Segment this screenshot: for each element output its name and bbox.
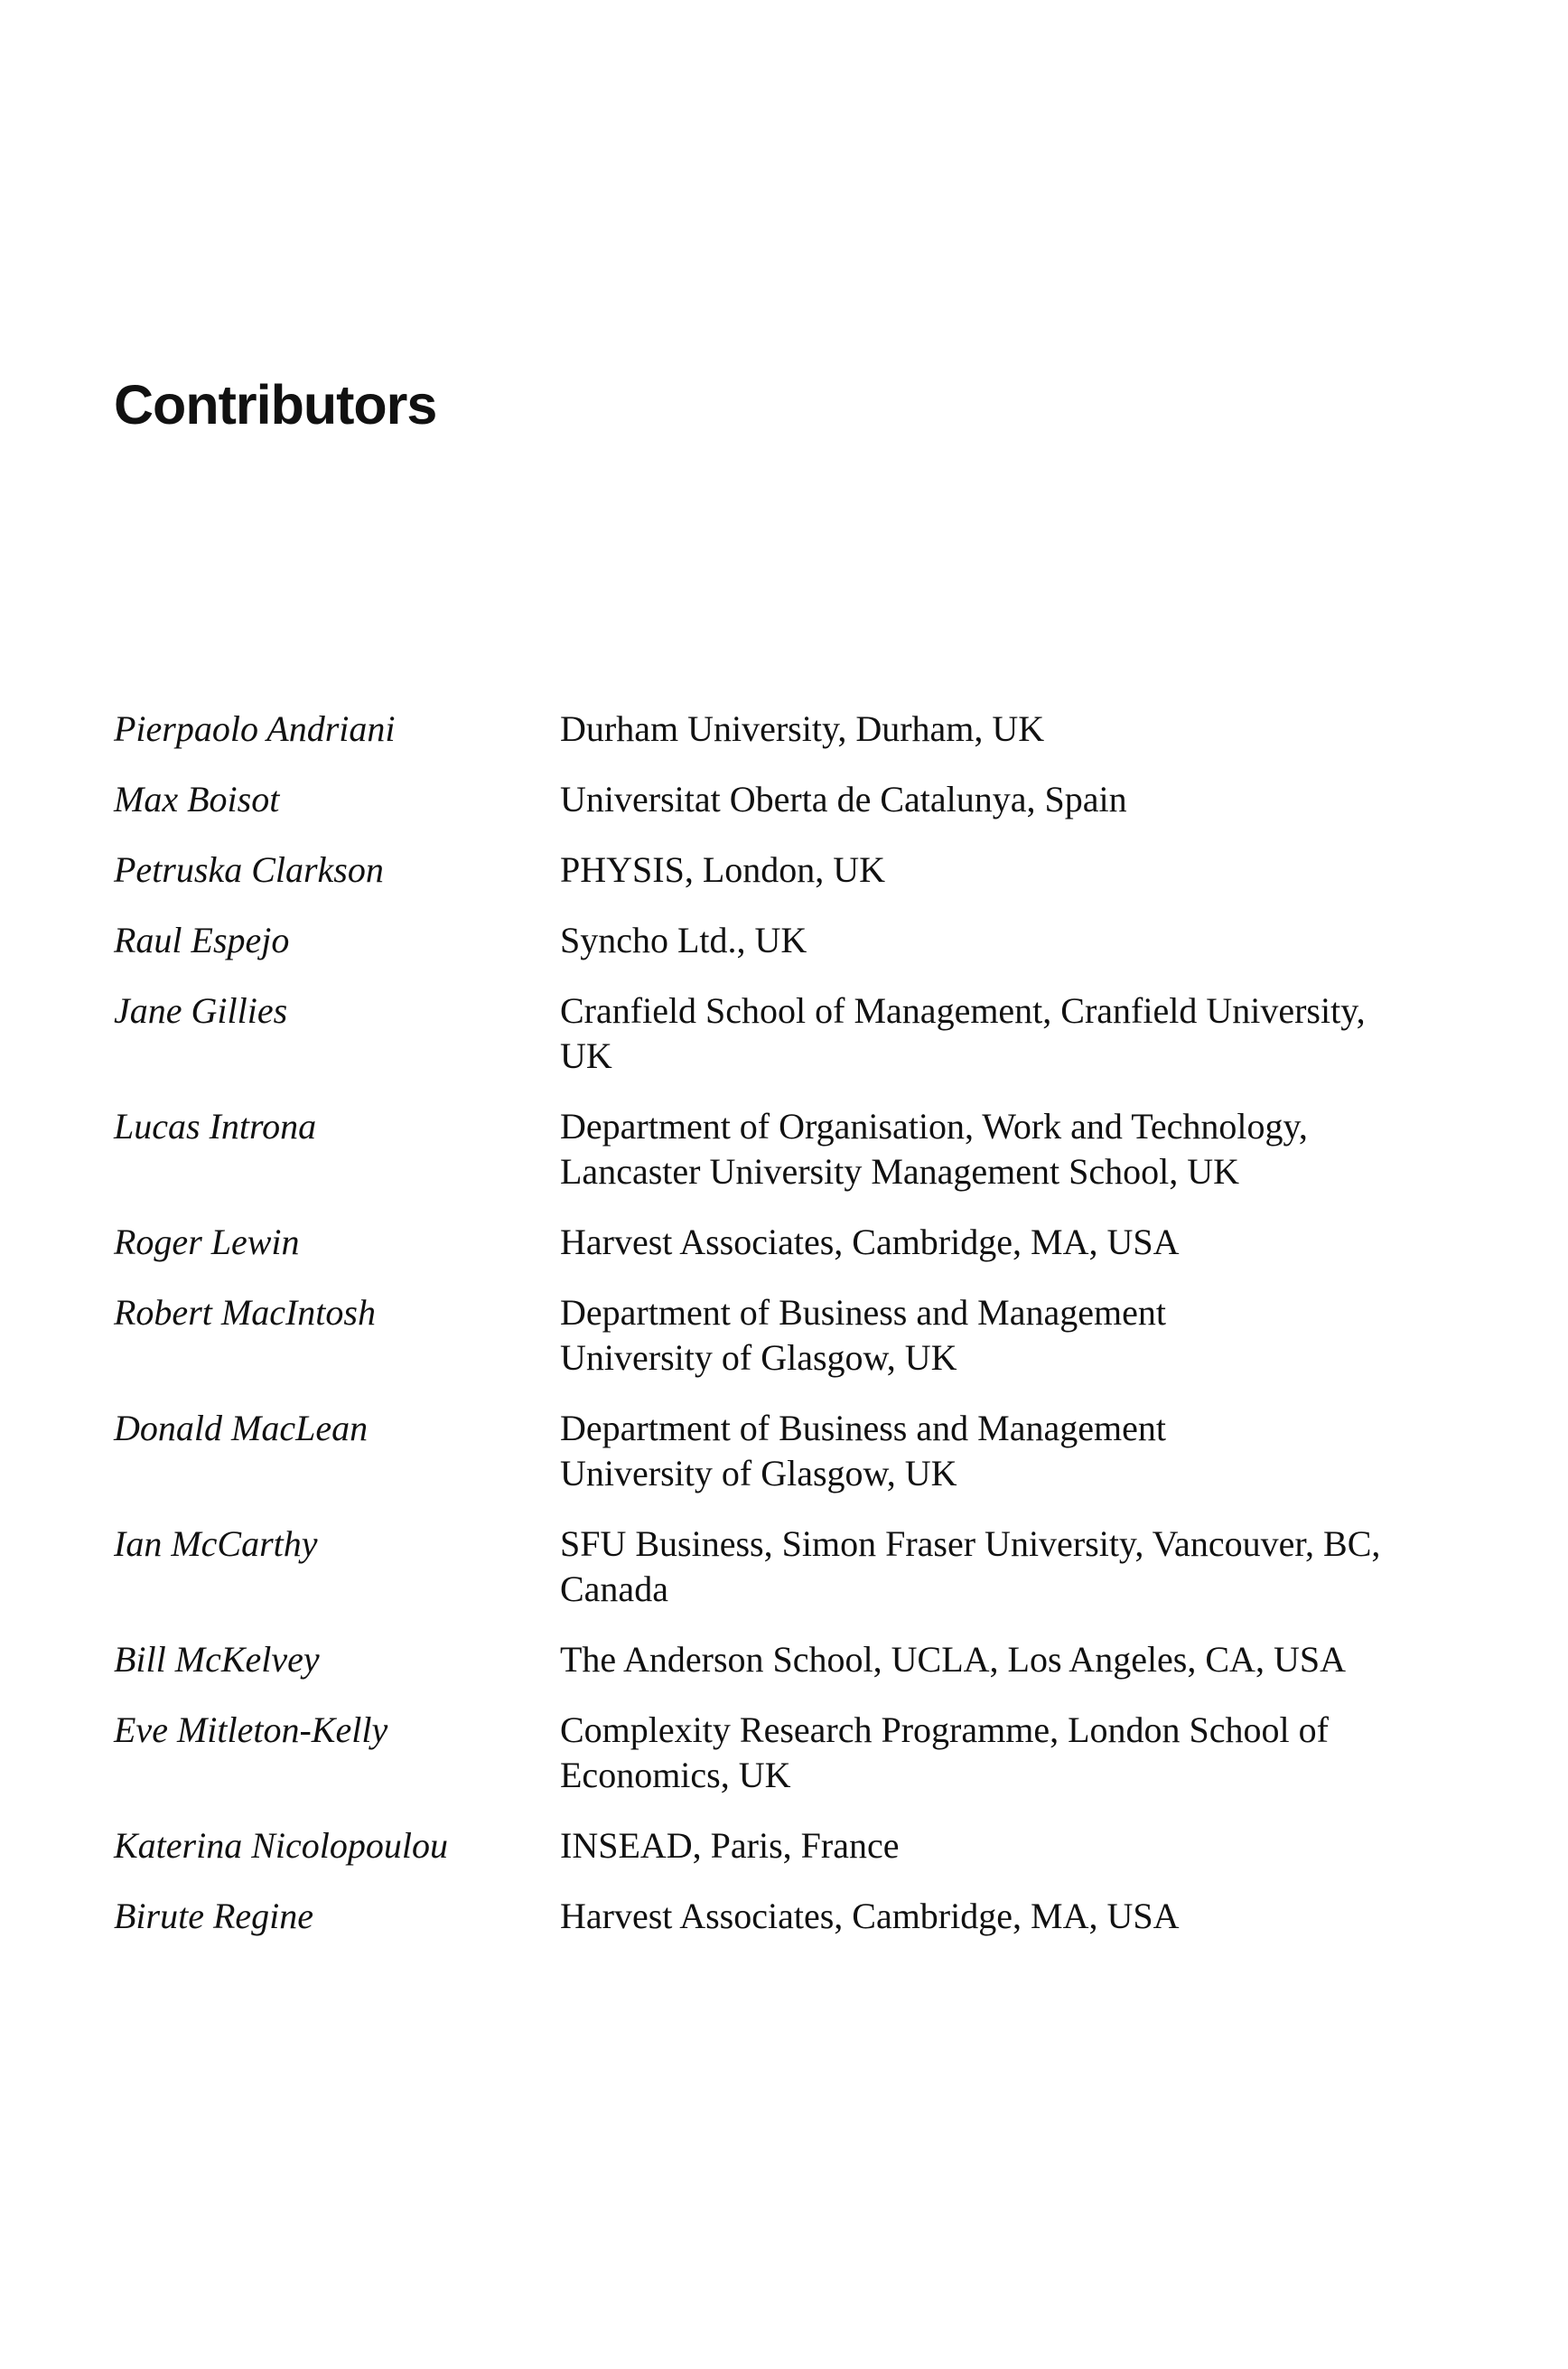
contributor-row [114,988,1451,1079]
affiliation-line: Lancaster University Management School, UK [560,1151,1240,1192]
contributor-row [114,1522,1451,1612]
contributors-list [114,707,1451,1964]
affiliation-line: Canada [560,1568,668,1609]
contributor-row [114,1637,1451,1682]
contributor-row [114,1220,1451,1265]
affiliation-line: Harvest Associates, Cambridge, MA, USA [560,1222,1180,1262]
contributor-affiliation [560,1637,1451,1682]
contributor-affiliation [560,988,1451,1079]
contributor-affiliation [560,1406,1451,1496]
contributor-row [114,1708,1451,1798]
contributor-affiliation [560,1708,1451,1798]
contributor-affiliation [560,1894,1451,1939]
affiliation-line: The Anderson School, UCLA, Los Angeles, CA, USA [560,1639,1346,1680]
page-title: Contributors [114,374,437,435]
affiliation-line: Complexity Research Programme, London School of [560,1709,1329,1750]
contributor-affiliation [560,1522,1451,1612]
affiliation-line: Harvest Associates, Cambridge, MA, USA [560,1896,1180,1936]
contributor-name: Raul Espejo [114,920,290,960]
affiliation-line: Syncho Ltd., UK [560,920,807,960]
affiliation-line: PHYSIS, London, UK [560,849,886,890]
affiliation-line: Department of Organisation, Work and Technology, [560,1106,1308,1147]
contributor-row [114,1894,1451,1939]
contributor-row [114,918,1451,963]
contributor-row [114,777,1451,822]
contributor-affiliation [560,847,1451,893]
affiliation-line: Universitat Oberta de Catalunya, Spain [560,779,1127,819]
contributor-name: Pierpaolo Andriani [114,708,396,749]
affiliation-line: Department of Business and Management [560,1292,1166,1333]
contributor-name: Ian McCarthy [114,1523,318,1564]
contributor-affiliation [560,1220,1451,1265]
contributor-affiliation [560,1290,1451,1381]
contributor-name: Katerina Nicolopoulou [114,1825,448,1866]
contributor-name: Eve Mitleton-Kelly [114,1709,388,1750]
affiliation-line: SFU Business, Simon Fraser University, Vancouver, BC, [560,1523,1381,1564]
contributor-name: Petruska Clarkson [114,849,384,890]
contributor-name: Roger Lewin [114,1222,300,1262]
contributor-name: Birute Regine [114,1896,314,1936]
contributor-row [114,1823,1451,1868]
contributor-affiliation [560,707,1451,752]
contributor-row [114,1104,1451,1194]
affiliation-line: UK [560,1035,612,1076]
affiliation-line: INSEAD, Paris, France [560,1825,900,1866]
contributor-row [114,1406,1451,1496]
contributor-name: Jane Gillies [114,990,288,1031]
contributor-name: Robert MacIntosh [114,1292,376,1333]
contributor-name: Bill McKelvey [114,1639,320,1680]
contributor-name: Donald MacLean [114,1408,369,1448]
contributor-affiliation [560,777,1451,822]
affiliation-line: University of Glasgow, UK [560,1337,957,1378]
affiliation-line: Cranfield School of Management, Cranfield University, [560,990,1366,1031]
contributor-affiliation [560,918,1451,963]
contributor-name: Lucas Introna [114,1106,317,1147]
affiliation-line: Economics, UK [560,1755,791,1795]
contributor-row [114,707,1451,752]
affiliation-line: Department of Business and Management [560,1408,1166,1448]
contributor-row [114,1290,1451,1381]
contributor-affiliation [560,1823,1451,1868]
contributor-name: Max Boisot [114,779,280,819]
contributor-row [114,847,1451,893]
contributor-affiliation [560,1104,1451,1194]
affiliation-line: Durham University, Durham, UK [560,708,1045,749]
affiliation-line: University of Glasgow, UK [560,1453,957,1494]
